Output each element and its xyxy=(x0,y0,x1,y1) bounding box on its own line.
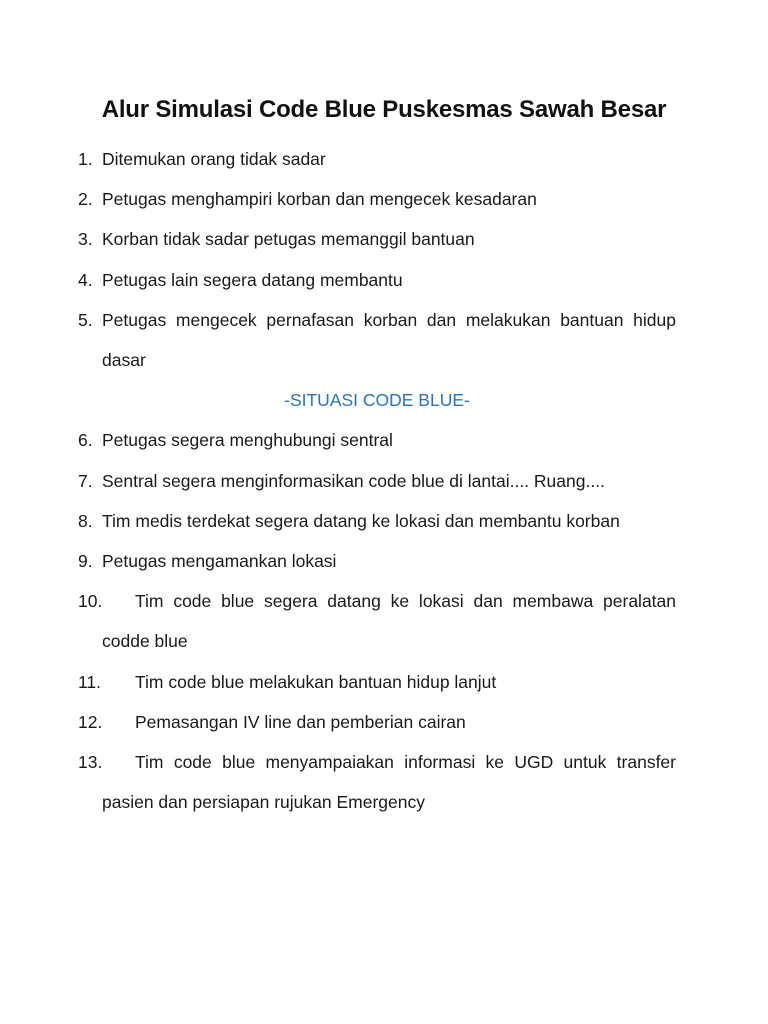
list-item-step-5 xyxy=(78,300,676,380)
step-text: Petugas mengamankan lokasi xyxy=(102,551,337,572)
list-item-step-8 xyxy=(78,501,676,541)
step-number: 7. xyxy=(78,470,93,491)
step-number: 9. xyxy=(78,551,93,572)
list-item-step-13 xyxy=(78,742,676,822)
step-text: Tim medis terdekat segera datang ke lokasi dan membantu korban xyxy=(102,510,620,531)
step-text: Petugas mengecek pernafasan korban dan melakukan bantuan hidup dasar xyxy=(102,309,676,371)
step-number: 10. xyxy=(78,591,103,612)
step-text: Petugas lain segera datang membantu xyxy=(102,269,403,290)
step-text: Sentral segera menginformasikan code blue di lantai.... Ruang.... xyxy=(102,470,605,491)
document-title: Alur Simulasi Code Blue Puskesmas Sawah Besar xyxy=(101,96,667,123)
step-number: 3. xyxy=(78,229,93,250)
step-text: Tim code blue segera datang ke lokasi dan membawa peralatan codde blue xyxy=(102,591,676,652)
step-text: Petugas segera menghubungi sentral xyxy=(102,430,393,451)
step-text: Korban tidak sadar petugas memanggil bantuan xyxy=(102,229,475,250)
step-number: 11. xyxy=(78,671,102,692)
step-number: 5. xyxy=(78,309,93,330)
step-number: 4. xyxy=(78,269,93,290)
list-item-step-4 xyxy=(78,260,676,300)
list-item-step-6 xyxy=(78,420,676,460)
step-number: 2. xyxy=(78,189,93,210)
step-text: Tim code blue menyampaiakan informasi ke UGD untuk transfer pasien dan persiapan rujukan Emergency xyxy=(102,752,676,813)
list-item-step-12 xyxy=(78,702,676,742)
list-item-step-7 xyxy=(78,461,676,501)
step-text: Tim code blue melakukan bantuan hidup lanjut xyxy=(135,671,497,692)
step-text: Pemasangan IV line dan pemberian cairan xyxy=(135,711,466,732)
list-item-step-9 xyxy=(78,541,676,581)
list-item-step-1 xyxy=(78,139,676,179)
list-item-step-2 xyxy=(78,179,676,219)
step-text: Petugas menghampiri korban dan mengecek kesadaran xyxy=(102,189,537,210)
steps-list xyxy=(78,139,676,822)
list-item-step-3 xyxy=(78,219,676,259)
step-number: 8. xyxy=(78,510,93,531)
step-number: 1. xyxy=(78,149,93,169)
step-number: 13. xyxy=(78,752,103,773)
list-item-step-10 xyxy=(78,581,676,661)
list-item-step-11 xyxy=(78,662,676,702)
step-number: 12. xyxy=(78,711,103,732)
step-number: 6. xyxy=(78,430,93,451)
step-text: Ditemukan orang tidak sadar xyxy=(102,149,326,169)
section-heading-situasi: -SITUASI CODE BLUE- xyxy=(284,390,470,411)
